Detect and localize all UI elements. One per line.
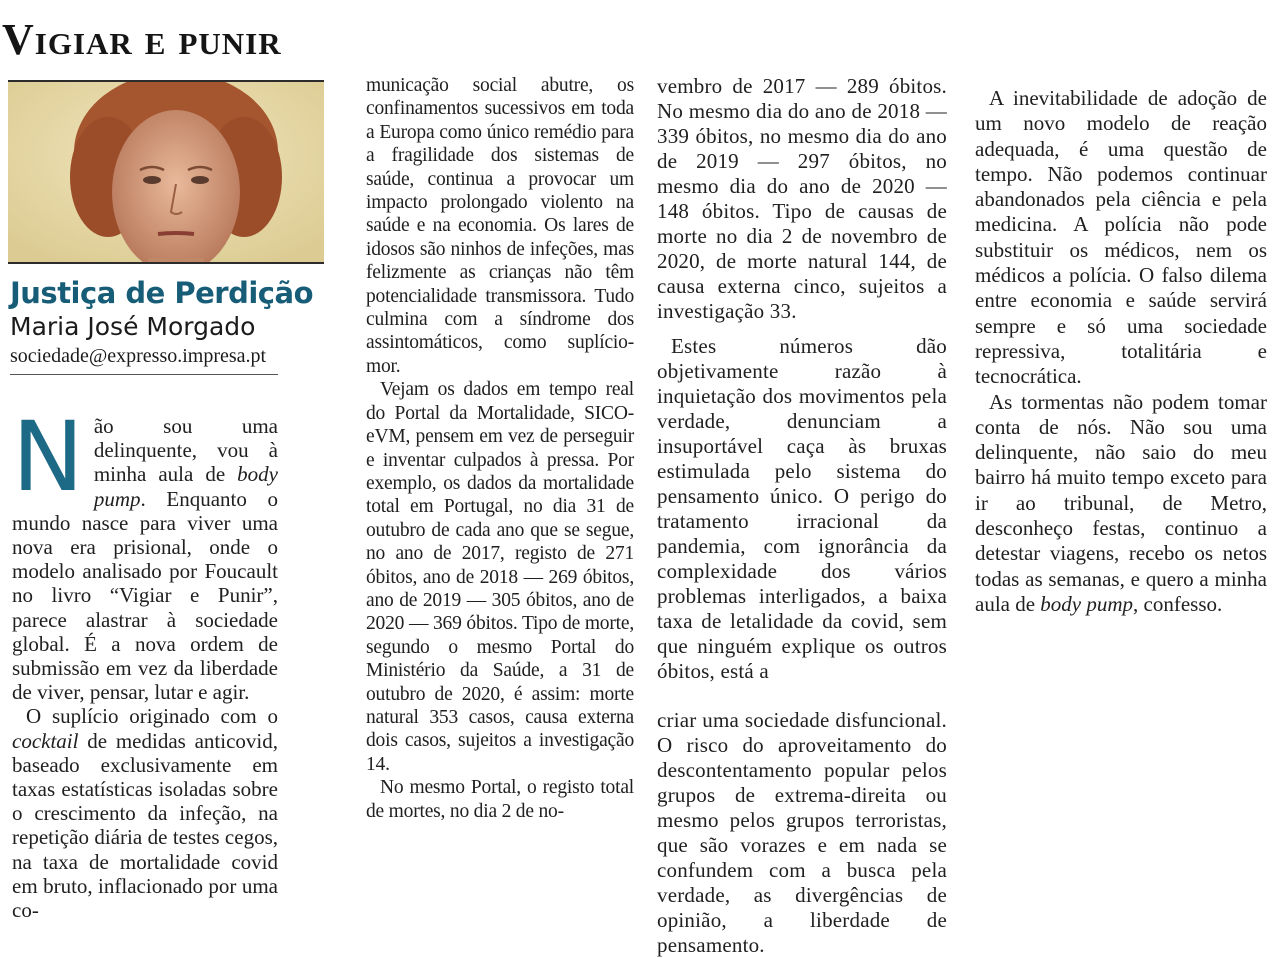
article-column-1 <box>12 401 278 923</box>
author-portrait <box>8 82 324 262</box>
article-column-2 <box>366 74 634 823</box>
author-email[interactable]: sociedade@expresso.impresa.pt <box>10 345 267 367</box>
paragraph: municação social abutre, os confinamentos sucessivos em toda a Europa como único remédio para a fragilidade dos sistemas de saúde, continua a provocar um impacto prolongado violento na saúde e na economia. Os lares de idosos são ninhos de infeções, mas felizmente as crianças não têm potencialidade transmissora. Tudo culmina com a síndrome dos assintomáticos, como suplício-mor. <box>366 75 634 377</box>
paragraph <box>975 390 1267 618</box>
text-run: de medidas anticovid, baseado exclusivamente em taxas estatísticas isoladas sobre o crescimento da infeção, na repetição diária de testes cegos, na taxa de mortalidade covid em bruto, inflacionado por uma co- <box>12 728 278 923</box>
column-title: Justiça de Perdição <box>10 276 313 310</box>
paragraph: Estes números dão objetivamente razão à inquietação dos movimentos pela verdade, denunciam a insuportável caça às bruxas estimulada pelo sistema do pensamento único. O perigo do tratamento irracional da pandemia, com ignorância da complexidade dos vários problemas interligados, a baixa taxa de letalidade da covid, sem que ninguém explique os outros óbitos, está a <box>657 334 947 683</box>
paragraph: criar uma sociedade disfuncional. O risco do aproveitamento do descontentamento popular pelos grupos de extrema-direita ou mesmo pelos grupos terroristas, que são vorazes e em nada se confundem com a busca pela verdade, as divergências de opinião, a liberdade de pensamento. <box>657 708 947 957</box>
italic-run: body pump <box>1040 591 1134 616</box>
author-name: Maria José Morgado <box>10 312 256 341</box>
drop-cap: N <box>12 401 84 513</box>
paragraph-gap <box>657 684 947 708</box>
portrait-bottom-rule <box>8 262 324 264</box>
italic-run: cocktail <box>12 728 79 753</box>
portrait-image <box>8 82 324 262</box>
article-column-3 <box>657 74 947 958</box>
article-column-4 <box>975 86 1267 617</box>
paragraph: A inevitabilidade de adoção de um novo modelo de reação adequada, é uma questão de tempo. Não podemos continuar abandonados pela ciência e pela medicina. A polícia não pode substituir os médicos, nem os médicos a polícia. O falso dilema entre economia e saúde servirá sempre e só uma sociedade repressiva, totalitária e tecnocrática. <box>975 86 1267 389</box>
text-run: As tormentas não podem tomar conta de nós. Não sou uma delinquente, não saio do meu bairro há muito tempo exceto para ir ao tribunal, de Metro, desconheço festas, continuo a detestar viagens, recebo os netos todas as semanas, e quero a minha aula de <box>975 389 1267 616</box>
paragraph: Vejam os dados em tempo real do Portal da Mortalidade, SICO- eVM, pensem em vez de perseguir e inventar culpados à pressa. Por exemplo, os dados da mortalidade total em Portugal, no dia 31 de outubro de cada ano que se segue, no ano de 2017, registo de 271 óbitos, ano de 2018 — 269 óbitos, ano de 2019 — 305 óbitos, ano de 2020 — 369 óbitos. Tipo de morte, segundo o mesmo Portal do Ministério da Saúde, a 31 de outubro de 2020, é assim: morte natural 353 casos, causa externa dois casos, sujeitos a investigação 14. <box>366 379 634 775</box>
author-sidebar <box>8 80 326 375</box>
paragraph: vembro de 2017 — 289 óbitos. No mesmo dia do ano de 2018 — 339 óbitos, no mesmo dia do ano de 2019 — 297 óbitos, no mesmo dia do ano de 2020 — 148 óbitos. Tipo de causas de morte no dia 2 de novembro de 2020, de morte natural 144, de causa externa cinco, sujeitos a investigação 33. <box>657 74 947 323</box>
text-run: O suplício originado com o <box>26 704 278 729</box>
text-run: ão sou uma delinquente, vou à minha aula de <box>93 414 278 487</box>
email-rule <box>10 374 278 375</box>
paragraph: No mesmo Portal, o registo total de mortes, no dia 2 de no- <box>366 777 634 822</box>
text-run: , confesso. <box>1133 591 1223 616</box>
section-title: Vigiar e punir <box>2 15 282 64</box>
italic-run: body pump <box>93 462 278 511</box>
text-run: . Enquanto o mundo nasce para viver uma nova era prisional, onde o modelo analisado por Foucault no livro “Vigiar e Punir”, parece alastrar à sociedade global. É a nova ordem de submissão em vez da liberdade de viver, pensar, lutar e agir. <box>12 486 278 705</box>
paragraph-gap <box>657 324 947 334</box>
paragraph <box>12 401 278 705</box>
paragraph <box>12 704 278 922</box>
